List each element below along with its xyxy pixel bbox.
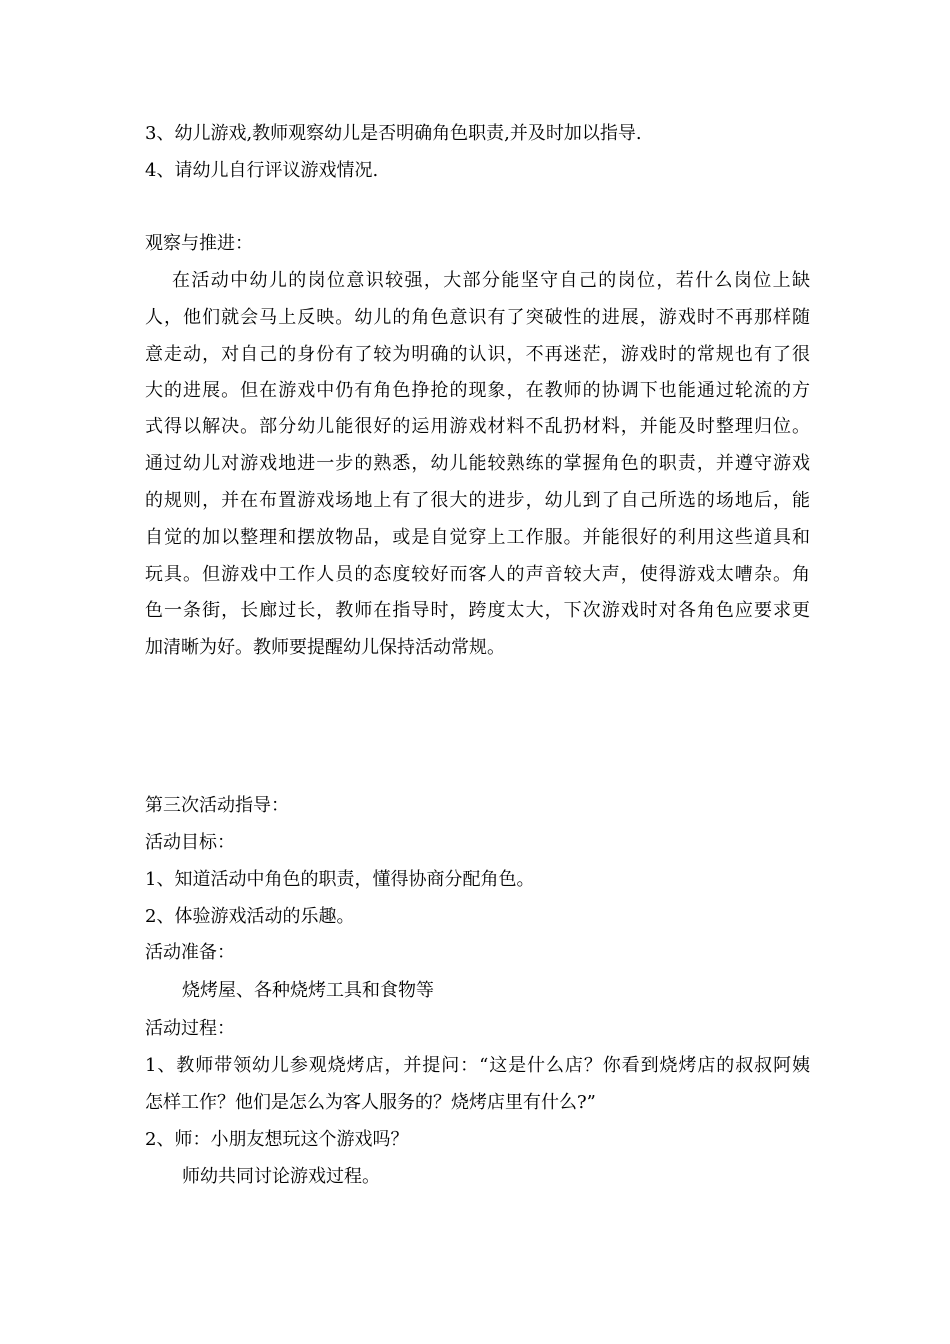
observation-line-3: 意走动，对自己的身份有了较为明确的认识，不再迷茫，游戏时的常规也有了很 [145, 344, 810, 365]
observation-line-6: 通过幼儿对游戏地进一步的熟悉，幼儿能较熟练的掌握角色的职责，并遵守游戏 [145, 453, 810, 474]
observation-line-10: 色一条街，长廊过长，教师在指导时，跨度太大，下次游戏时对各角色应要求更 [145, 600, 810, 621]
goals-heading: 活动目标： [145, 832, 235, 853]
observation-line-8: 自觉的加以整理和摆放物品，或是自觉穿上工作服。并能很好的利用这些道具和 [145, 527, 810, 548]
third-activity-heading: 第三次活动指导： [145, 795, 289, 816]
process-step-2-text: 2、师：小朋友想玩这个游戏吗？ [145, 1129, 409, 1150]
prep-text: 烧烤屋、各种烧烤工具和食物等 [182, 980, 434, 1001]
observation-line-5: 式得以解决。部分幼儿能很好的运用游戏材料不乱扔材料，并能及时整理归位。 [145, 416, 810, 437]
goal-1-text: 1、知道活动中角色的职责，懂得协商分配角色。 [145, 869, 535, 890]
goal-2-text: 2、体验游戏活动的乐趣。 [145, 906, 355, 927]
step-4-text: 4、请幼儿自行评议游戏情况. [145, 160, 379, 181]
process-step-1-line-2: 怎样工作？他们是怎么为客人服务的？烧烤店里有什么?” [145, 1092, 596, 1113]
observation-line-9: 玩具。但游戏中工作人员的态度较好而客人的声音较大声，使得游戏太嘈杂。角 [145, 564, 810, 585]
process-step-1-line-1: 1、教师带领幼儿参观烧烤店，并提问：“这是什么店？你看到烧烤店的叔叔阿姨 [145, 1055, 810, 1076]
observation-line-4: 大的进展。但在游戏中仍有角色挣抢的现象，在教师的协调下也能通过轮流的方 [145, 380, 810, 401]
observation-heading: 观察与推进： [145, 233, 253, 254]
observation-line-11: 加清晰为好。教师要提醒幼儿保持活动常规。 [145, 637, 505, 658]
observation-line-1: 在活动中幼儿的岗位意识较强，大部分能坚守自己的岗位，若什么岗位上缺 [172, 270, 810, 291]
observation-line-2: 人，他们就会马上反映。幼儿的角色意识有了突破性的进展，游戏时不再那样随 [145, 307, 810, 328]
step-3-text: 3、幼儿游戏,教师观察幼儿是否明确角色职责,并及时加以指导. [145, 123, 642, 144]
process-step-2-sub: 师幼共同讨论游戏过程。 [182, 1166, 380, 1187]
observation-line-7: 的规则，并在布置游戏场地上有了很大的进步，幼儿到了自己所选的场地后，能 [145, 490, 810, 511]
prep-heading: 活动准备： [145, 942, 235, 963]
process-heading: 活动过程： [145, 1018, 235, 1039]
